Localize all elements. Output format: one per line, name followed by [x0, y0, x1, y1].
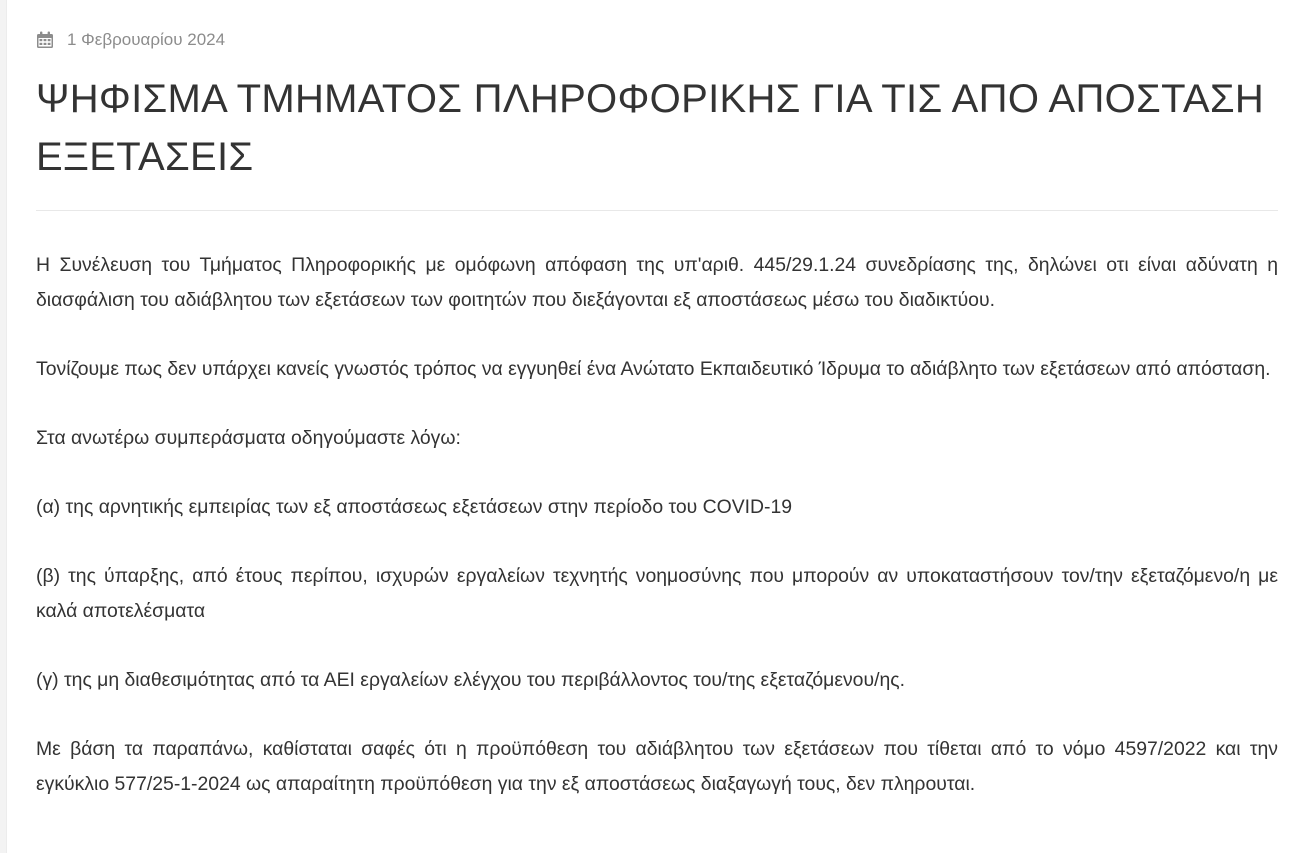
paragraph-reason-b: (β) της ύπαρξης, από έτους περίπου, ισχυρών εργαλείων τεχνητής νοημοσύνης που μπορούν αν υποκαταστήσουν τον/την εξεταζόμενο/η με καλά αποτελέσματα	[36, 565, 1278, 622]
article-body	[36, 248, 1278, 802]
calendar-icon	[36, 31, 54, 49]
article-title: ΨΗΦΙΣΜΑ ΤΜΗΜΑΤΟΣ ΠΛΗΡΟΦΟΡΙΚΗΣ ΓΙΑ ΤΙΣ ΑΠΟ ΑΠΟΣΤΑΣΗ ΕΞΕΤΑΣΕΙΣ	[36, 77, 1265, 179]
page-left-border	[0, 0, 7, 853]
article-date: 1 Φεβρουαρίου 2024	[67, 30, 226, 49]
article	[36, 0, 1278, 836]
paragraph-reason-c: (γ) της μη διαθεσιμότητας από τα ΑΕΙ εργαλείων ελέγχου του περιβάλλοντος του/της εξεταζόμενου/ης.	[36, 669, 905, 691]
paragraph-reason-a: (α) της αρνητικής εμπειρίας των εξ αποστάσεως εξετάσεων στην περίοδο του COVID-19	[36, 496, 793, 518]
article-meta	[36, 29, 1278, 51]
paragraph-emphasis: Τονίζουμε πως δεν υπάρχει κανείς γνωστός τρόπος να εγγυηθεί ένα Ανώτατο Εκπαιδευτικό Ίδρυμα το αδιάβλητο των εξετάσεων από απόσταση.	[36, 358, 1271, 380]
title-divider	[36, 210, 1278, 211]
paragraph-intro: Η Συνέλευση του Τμήματος Πληροφορικής με ομόφωνη απόφαση της υπ'αριθ. 445/29.1.24 συνεδρίασης της, δηλώνει οτι είναι αδύνατη η διασφάλιση του αδιάβλητου των εξετάσεων των φοιτητών που διεξάγονται εξ αποστάσεως μέσω του διαδικτύου.	[36, 254, 1278, 311]
paragraph-conclusion: Με βάση τα παραπάνω, καθίσταται σαφές ότι η προϋπόθεση του αδιάβλητου των εξετάσεων που τίθεται από το νόμο 4597/2022 και την εγκύκλιο 577/25-1-2024 ως απαραίτητη προϋπόθεση για την εξ αποστάσεως διαξαγωγή τους, δεν πληρουται.	[36, 738, 1278, 795]
paragraph-reasons-intro: Στα ανωτέρω συμπεράσματα οδηγούμαστε λόγω:	[36, 427, 461, 449]
